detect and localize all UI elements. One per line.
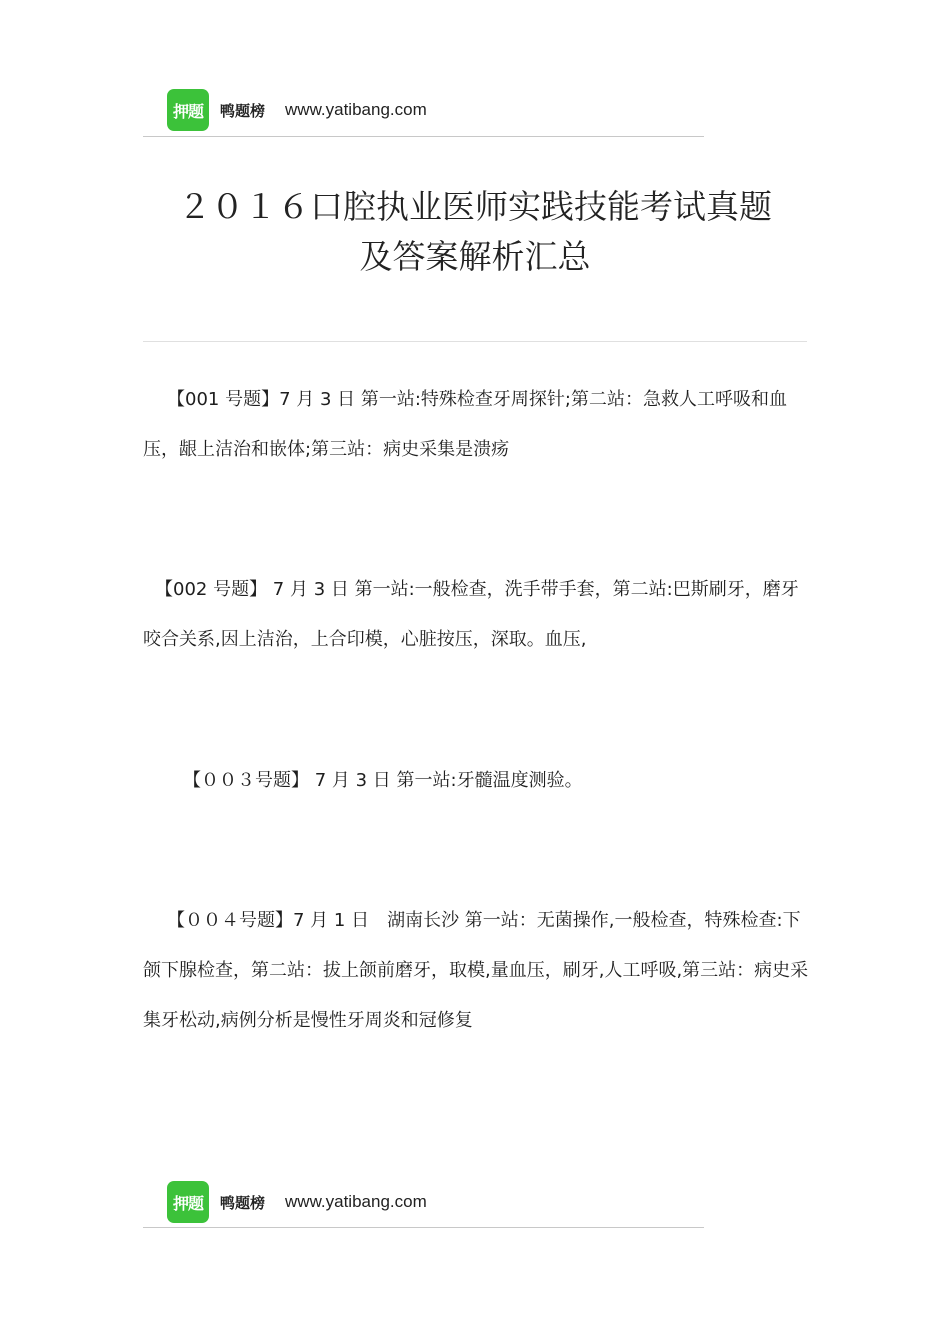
header-divider [143, 136, 704, 137]
footer-divider [143, 1227, 704, 1228]
question-001-paragraph: 【001 号题】7 月 3 日 第一站:特殊检查牙周探针;第二站：急救人工呼吸和血压，龈上洁治和嵌体;第三站：病史采集是溃疡 [143, 389, 787, 460]
page-title [143, 182, 807, 282]
brand-url-link[interactable]: www.yatibang.com [285, 100, 427, 119]
header-brand [167, 88, 427, 132]
footer-brand [167, 1180, 427, 1224]
question-003-paragraph: 【００３号题】 7 月 3 日 第一站:牙髓温度测验。 [183, 770, 583, 791]
brand-url-link[interactable]: www.yatibang.com [285, 1192, 427, 1211]
question-002-paragraph: 【002 号题】 7 月 3 日 第一站:一般检查，洗手带手套，第二站:巴斯刷牙，磨牙咬合关系,因上洁治，上合印模，心脏按压，深取。血压, [143, 579, 799, 650]
brand-name: 鸭题榜 [220, 101, 266, 120]
title-divider [143, 341, 807, 342]
yatibang-logo-icon: 押题 [167, 89, 209, 131]
yatibang-logo-icon: 押题 [167, 1181, 209, 1223]
question-004-paragraph: 【００４号题】7 月 1 日 湖南长沙 第一站：无菌操作,一般检查，特殊检查:下颌下腺检查，第二站：拔上颌前磨牙，取模,量血压，刷牙,人工呼吸,第三站：病史采集牙松动,病例分析是慢性牙周炎和冠修复 [143, 910, 809, 1031]
title-line-2: 及答案解析汇总 [359, 237, 591, 276]
brand-name: 鸭题榜 [220, 1193, 266, 1212]
title-line-1: ２０１６口腔执业医师实践技能考试真题 [178, 187, 772, 226]
